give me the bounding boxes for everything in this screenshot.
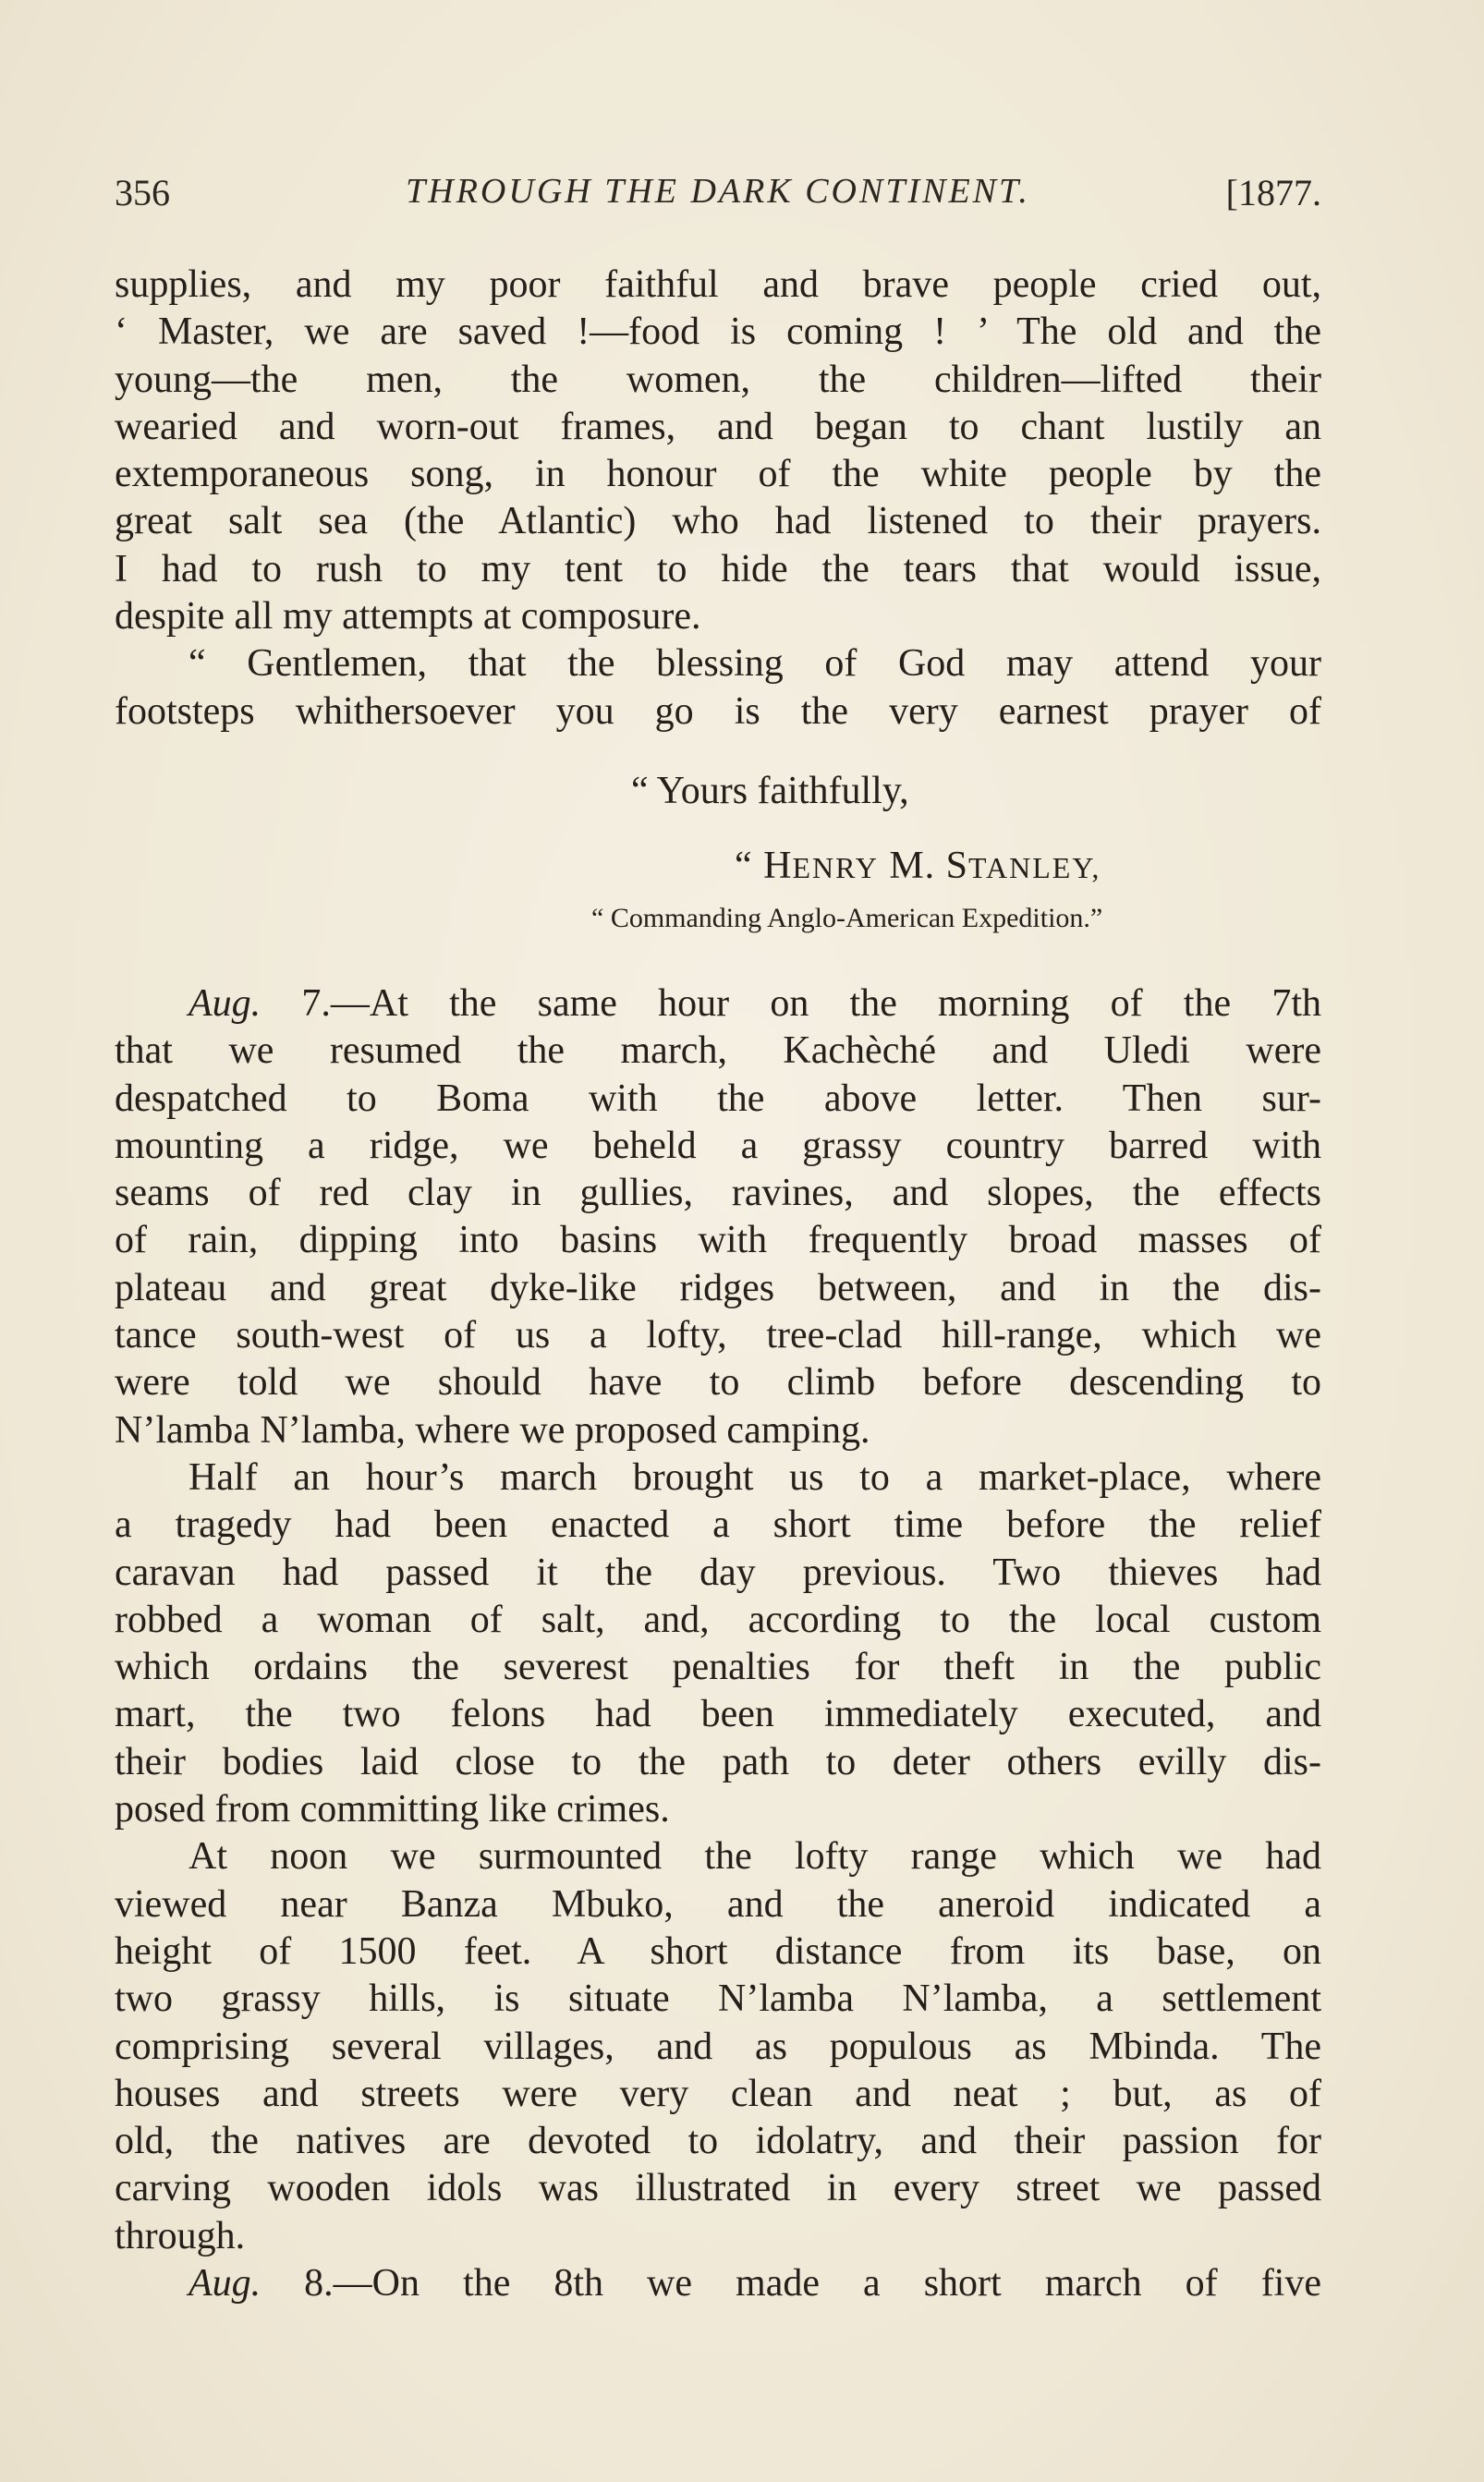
letter-signature: “ HENRY M. STANLEY, — [735, 845, 1101, 887]
text-line: great salt sea (the Atlantic) who had listened to their prayers. — [115, 500, 1321, 543]
text-line: extemporaneous song, in honour of the white people by the — [115, 453, 1321, 496]
text-line: old, the natives are devoted to idolatry, and their passion for — [115, 2120, 1321, 2163]
running-year: [1877. — [1225, 172, 1321, 213]
text-line: a tragedy had been enacted a short time before the relief — [115, 1503, 1321, 1547]
text-line: mart, the two felons had been immediately executed, and — [115, 1693, 1321, 1736]
text-line: At noon we surmounted the lofty range which we had — [189, 1835, 1321, 1879]
date-label: Aug. — [189, 2262, 262, 2306]
text-line: posed from committing like crimes. — [115, 1788, 670, 1831]
text-line: despatched to Boma with the above letter. Then sur- — [115, 1077, 1321, 1120]
text-line: wearied and worn-out frames, and began to chant lustily an — [115, 405, 1321, 448]
text-line: Aug. 7.—At the same hour on the morning of the 7th — [189, 982, 1321, 1025]
text-line: mounting a ridge, we beheld a grassy country barred with — [115, 1124, 1321, 1167]
text-line: houses and streets were very clean and neat ; but, as of — [115, 2072, 1321, 2115]
text-line: caravan had passed it the day previous. Two thieves had — [115, 1551, 1321, 1594]
text-line: young—the men, the women, the children—lifted their — [115, 358, 1321, 401]
text-line: tance south-west of us a lofty, tree-clad hill-range, which we — [115, 1314, 1321, 1357]
text-line: ‘ Master, we are saved !—food is coming ! ’ The old and the — [115, 310, 1321, 354]
text-line: that we resumed the march, Kachèché and Uledi were — [115, 1029, 1321, 1073]
text-line: were told we should have to climb before descending to — [115, 1361, 1321, 1405]
text-line: “ Gentlemen, that the blessing of God may attend your — [189, 642, 1321, 686]
text-line: height of 1500 feet. A short distance from its base, on — [115, 1929, 1321, 1973]
running-title: THROUGH THE DARK CONTINENT. — [406, 172, 1030, 211]
running-head — [115, 171, 1321, 217]
letter-text — [115, 262, 1321, 736]
text-line: supplies, and my poor faithful and brave people cried out, — [115, 263, 1321, 306]
letter-closing: “ Yours faithfully, — [631, 770, 909, 812]
text-line: two grassy hills, is situate N’lamba N’lamba, a settlement — [115, 1977, 1321, 2021]
text-line: through. — [115, 2214, 246, 2257]
text-line: comprising several villages, and as populous as Mbinda. The — [115, 2025, 1321, 2068]
text-line: despite all my attempts at composure. — [115, 595, 701, 639]
text-line: seams of red clay in gullies, ravines, and slopes, the effects — [115, 1172, 1321, 1215]
text-line: viewed near Banza Mbuko, and the aneroid indicated a — [115, 1882, 1321, 1926]
signature-title: “ Commanding Anglo-American Expedition.” — [591, 903, 1103, 933]
text-line: plateau and great dyke-like ridges between, and in the dis- — [115, 1266, 1321, 1309]
text-line: Aug. 8.—On the 8th we made a short march of five — [189, 2262, 1321, 2306]
text-line: of rain, dipping into basins with frequently broad masses of — [115, 1219, 1321, 1262]
text-line: carving wooden idols was illustrated in every street we passed — [115, 2167, 1321, 2210]
text-line: I had to rush to my tent to hide the tears that would issue, — [115, 547, 1321, 590]
text-line: robbed a woman of salt, and, according to the local custom — [115, 1598, 1321, 1641]
text-line: Half an hour’s march brought us to a market-place, where — [189, 1455, 1321, 1499]
date-label: Aug. — [189, 982, 262, 1025]
journal-text — [115, 980, 1321, 2307]
text-line: their bodies laid close to the path to deter others evilly dis- — [115, 1740, 1321, 1783]
text-line: N’lamba N’lamba, where we proposed camping. — [115, 1408, 870, 1452]
page-number: 356 — [115, 172, 170, 213]
text-line: which ordains the severest penalties for theft in the public — [115, 1646, 1321, 1689]
text-line: footsteps whithersoever you go is the very earnest prayer of — [115, 689, 1321, 733]
